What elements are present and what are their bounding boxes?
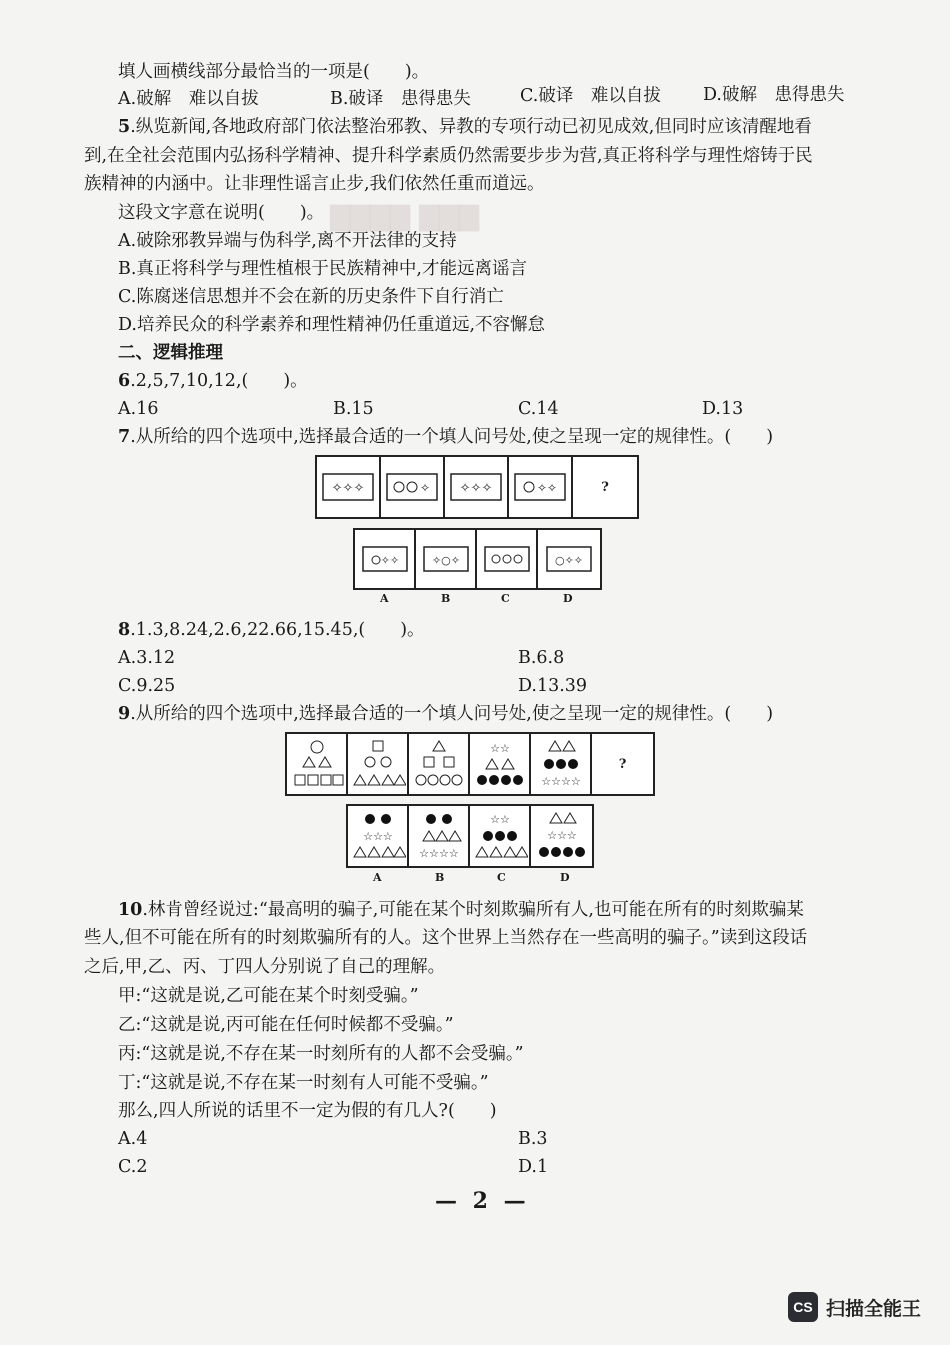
q7-number: 7 <box>118 427 131 447</box>
q7-panel-1-shapes <box>321 470 375 504</box>
q7-choice-b[interactable] <box>416 530 477 588</box>
q10-ding: 丁:“这就是说,不存在某一时刻有人可能不受骗。” <box>118 1073 489 1093</box>
q5-option-b: B.真正将科学与理性植根于民族精神中,才能远离谣言 <box>118 259 527 279</box>
q8-option-d: D.13.39 <box>518 676 588 696</box>
q7-label-d: D <box>563 592 573 605</box>
q9-choice-d-shapes <box>534 809 590 863</box>
q7-panel-4-shapes <box>513 470 567 504</box>
q9-label-d: D <box>560 871 570 884</box>
q10-yi: 乙:“这就是说,丙可能在任何时候都不受骗。” <box>118 1015 454 1035</box>
q10-option-d: D.1 <box>518 1157 549 1177</box>
q6-stem-text: .2,5,7,10,12,( )。 <box>130 371 308 391</box>
q9-panel-2-shapes <box>350 737 406 791</box>
q6-option-a: A.16 <box>118 399 159 419</box>
q7-choice-c-shapes <box>482 543 532 575</box>
q9-panel-1 <box>287 734 348 794</box>
q6-option-c: C.14 <box>518 399 559 419</box>
q7-panel-1 <box>317 457 381 517</box>
q7-panel-2-shapes <box>385 470 439 504</box>
q5-question: 这段文字意在说明( )。 <box>118 203 325 223</box>
q7-choice-a[interactable] <box>355 530 416 588</box>
q10-jia: 甲:“这就是说,乙可能在某个时刻受骗。” <box>118 986 419 1006</box>
q6-number: 6 <box>118 371 131 391</box>
q7-panel-3-shapes <box>449 470 503 504</box>
q10-line2: 些人,但不可能在所有的时刻欺骗所有的人。这个世界上当然存在一些高明的骗子。”读到这段话 <box>84 928 808 948</box>
q7-choice-d-shapes <box>544 543 594 575</box>
q7-choice-c[interactable] <box>477 530 538 588</box>
q10-option-a: A.4 <box>118 1129 148 1149</box>
q5-option-a: A.破除邪教异端与伪科学,离不开法律的支持 <box>118 231 457 251</box>
camscanner-logo-icon: CS <box>788 1292 818 1322</box>
q10-line1 <box>118 898 804 922</box>
q7-choice-d[interactable] <box>538 530 599 588</box>
q9-choice-c-shapes <box>472 809 528 863</box>
q7-label-a: A <box>380 592 389 605</box>
q9-stem <box>118 702 773 726</box>
q5-line3: 族精神的内涵中。让非理性谣言止步,我们依然任重而道远。 <box>84 174 545 194</box>
q9-question-figure <box>285 732 655 796</box>
q7-stem <box>118 425 773 449</box>
q9-options-figure <box>346 804 594 868</box>
q7-question-figure <box>315 455 639 519</box>
q9-panel-5 <box>531 734 592 794</box>
q10-bing: 丙:“这就是说,不存在某一时刻所有的人都不会受骗。” <box>118 1044 524 1064</box>
q7-question-mark: ? <box>601 479 609 495</box>
q9-panel-3 <box>409 734 470 794</box>
q7-choice-a-shapes <box>360 543 410 575</box>
q5-option-c: C.陈腐迷信思想并不会在新的历史条件下自行消亡 <box>118 287 504 307</box>
q9-label-c: C <box>497 871 506 884</box>
svg-text:✧✧✧: ✧✧✧ <box>459 481 493 496</box>
svg-text:✧○✧: ✧○✧ <box>431 554 460 567</box>
q5-option-d: D.培养民众的科学素养和理性精神仍任重道远,不容懈怠 <box>118 315 546 335</box>
svg-text:☆☆☆☆: ☆☆☆☆ <box>540 775 581 788</box>
q9-choice-b[interactable] <box>409 806 470 866</box>
page-number: — 2 — <box>435 1188 530 1214</box>
svg-text:☆☆☆: ☆☆☆ <box>546 829 577 842</box>
q10-option-c: C.2 <box>118 1157 148 1177</box>
q9-stem-text: .从所给的四个选项中,选择最合适的一个填人问号处,使之呈现一定的规律性。( ) <box>130 704 774 724</box>
q6-option-b: B.15 <box>333 399 374 419</box>
q8-option-b: B.6.8 <box>518 648 565 668</box>
q8-number: 8 <box>118 620 131 640</box>
q8-stem <box>118 618 425 642</box>
q9-number: 9 <box>118 704 131 724</box>
q5-line1-text: .纵览新闻,各地政府部门依法整治邪教、异教的专项行动已初见成效,但同时应该清醒地看 <box>130 117 812 137</box>
q7-stem-text: .从所给的四个选项中,选择最合适的一个填人问号处,使之呈现一定的规律性。( ) <box>130 427 774 447</box>
q9-panel-1-shapes <box>289 737 345 791</box>
q7-label-b: B <box>441 592 451 605</box>
svg-text:✧✧✧: ✧✧✧ <box>331 481 365 496</box>
q7-panel-2 <box>381 457 445 517</box>
svg-text:○✧✧: ○✧✧ <box>554 554 583 567</box>
q9-panel-3-shapes <box>411 737 467 791</box>
q7-choice-b-shapes <box>421 543 471 575</box>
q10-line3: 之后,甲,乙、丙、丁四人分别说了自己的理解。 <box>84 957 446 977</box>
q9-choice-d[interactable] <box>531 806 592 866</box>
q5-line1 <box>118 115 812 139</box>
section-heading: 二、逻辑推理 <box>118 343 223 363</box>
q4-option-a: A.破解 难以自拔 <box>118 89 259 109</box>
svg-text:☆☆: ☆☆ <box>489 813 510 826</box>
q9-panel-2 <box>348 734 409 794</box>
q8-option-c: C.9.25 <box>118 676 176 696</box>
q6-stem <box>118 369 308 393</box>
bleed-through-title: ▇▇▇ ▇▇▇▇ <box>330 202 480 232</box>
q4-stem: 填人画横线部分最恰当的一项是( )。 <box>118 62 430 82</box>
q7-panel-4 <box>509 457 573 517</box>
q9-choice-b-shapes <box>411 809 467 863</box>
q10-option-b: B.3 <box>518 1129 548 1149</box>
q10-question: 那么,四人所说的话里不一定为假的有几人?( ) <box>118 1101 497 1121</box>
svg-text:✧✧: ✧✧ <box>536 481 558 495</box>
svg-text:☆☆: ☆☆ <box>489 742 510 755</box>
q6-option-d: D.13 <box>702 399 744 419</box>
q7-label-c: C <box>501 592 510 605</box>
q9-panel-5-shapes <box>533 737 589 791</box>
q7-panel-unknown <box>573 457 637 517</box>
q7-options-figure <box>353 528 602 590</box>
q9-question-mark: ? <box>618 756 627 772</box>
q4-option-b: B.破译 患得患失 <box>330 89 471 109</box>
q9-panel-4-shapes <box>472 737 528 791</box>
q8-stem-text: .1.3,8.24,2.6,22.66,15.45,( )。 <box>130 620 425 640</box>
q9-choice-a-shapes <box>350 809 406 863</box>
q8-option-a: A.3.12 <box>118 648 176 668</box>
q4-option-d: D.破解 患得患失 <box>703 85 845 105</box>
q5-number: 5 <box>118 117 131 137</box>
q9-choice-c[interactable] <box>470 806 531 866</box>
q9-choice-a[interactable] <box>348 806 409 866</box>
q10-line1-text: .林肯曾经说过:“最高明的骗子,可能在某个时刻欺骗所有人,也可能在所有的时刻欺骗某 <box>142 900 804 920</box>
svg-text:✧✧: ✧✧ <box>380 554 399 567</box>
svg-text:☆☆☆☆: ☆☆☆☆ <box>418 847 459 860</box>
q7-panel-3 <box>445 457 509 517</box>
q4-option-c: C.破译 难以自拔 <box>520 86 661 106</box>
q10-number: 10 <box>118 900 143 920</box>
q9-label-a: A <box>373 871 382 884</box>
svg-text:☆☆☆: ☆☆☆ <box>362 830 393 843</box>
svg-text:✧: ✧ <box>419 481 431 495</box>
q9-label-b: B <box>435 871 445 884</box>
camscanner-watermark-text: 扫描全能王 <box>826 1299 922 1320</box>
q9-panel-4 <box>470 734 531 794</box>
q5-line2: 到,在全社会范围内弘扬科学精神、提升科学素质仍然需要步步为营,真正将科学与理性熔铸于民 <box>84 146 813 166</box>
q9-panel-unknown <box>592 734 653 794</box>
